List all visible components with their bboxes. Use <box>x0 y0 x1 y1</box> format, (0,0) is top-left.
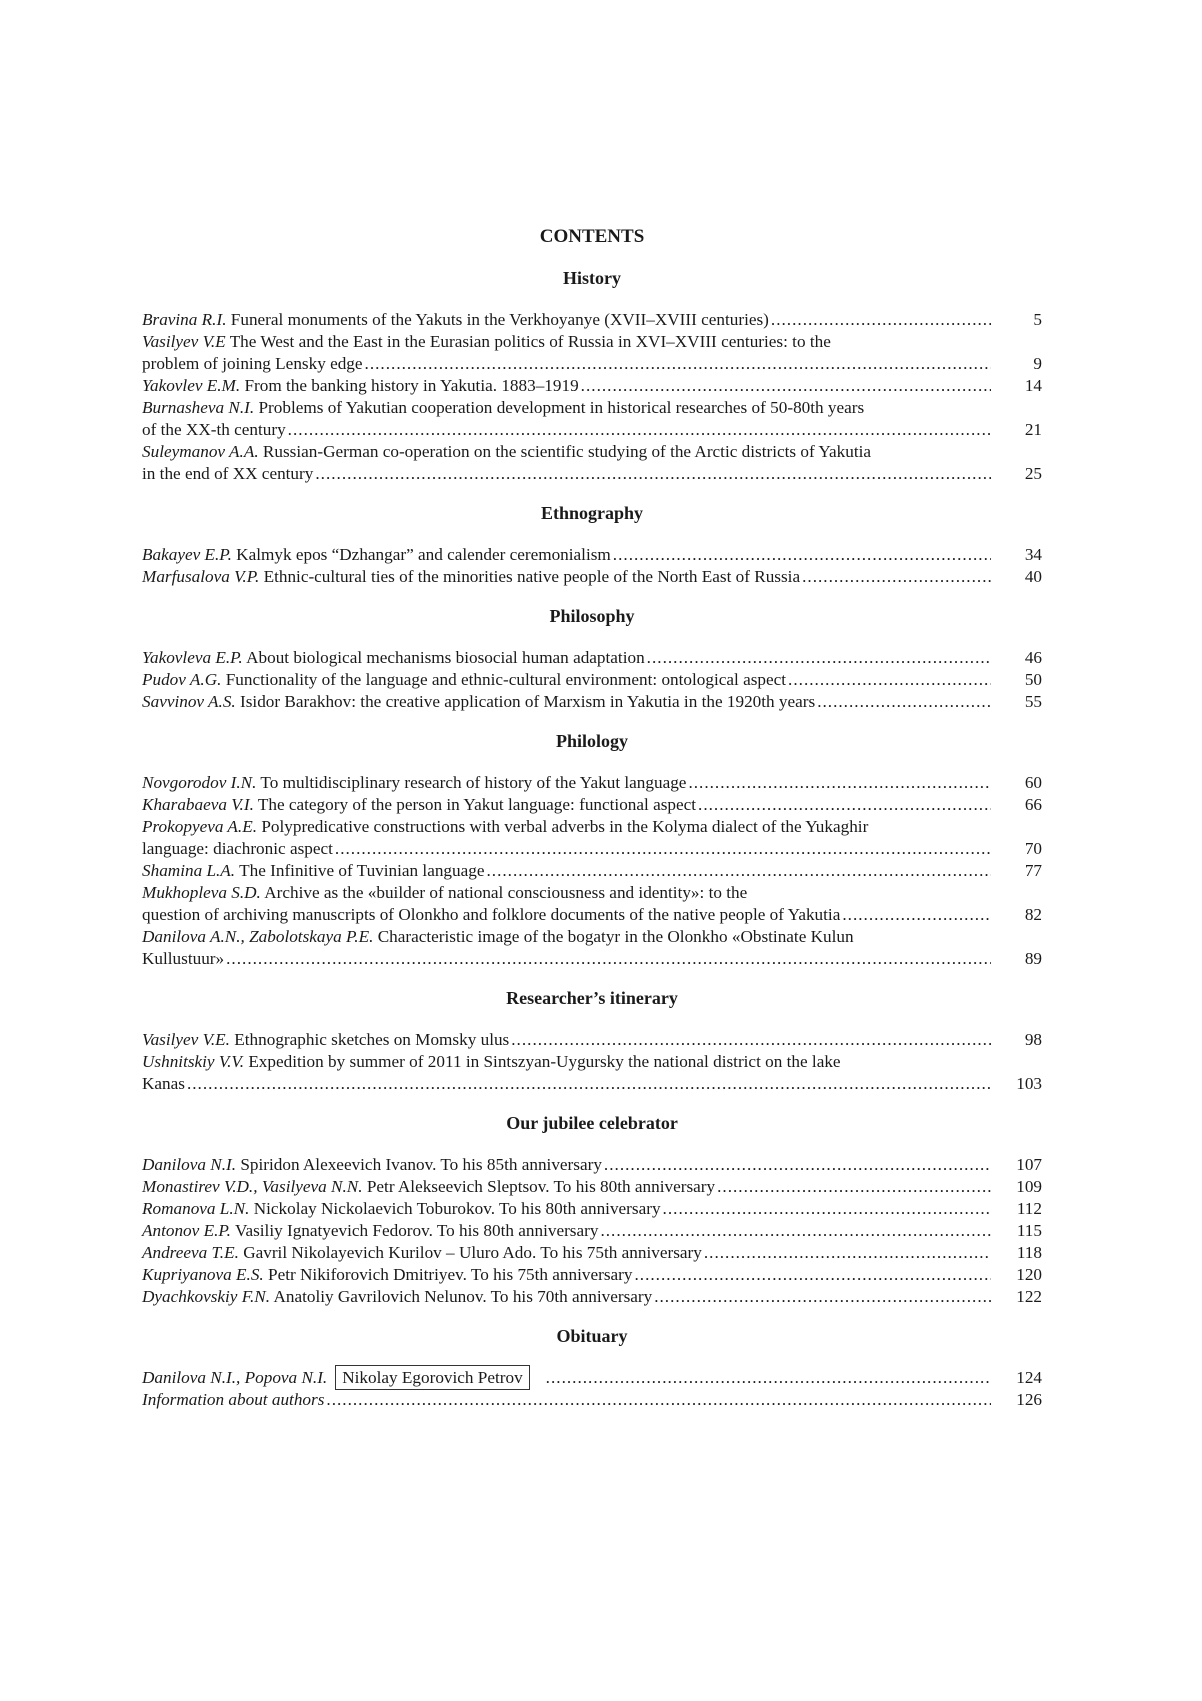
entry-author: Information about authors <box>142 1390 325 1409</box>
entry-author: Pudov A.G. <box>142 670 222 689</box>
leader-dots <box>315 463 991 485</box>
entry-author: Monastirev V.D., Vasilyeva N.N. <box>142 1177 363 1196</box>
toc-entry[interactable] <box>142 1220 1042 1242</box>
entry-author: Yakovleva E.P. <box>142 648 243 667</box>
entry-title: Vasiliy Ignatyevich Fedorov. To his 80th anniversary <box>234 1221 599 1240</box>
entry-author: Prokopyeva A.E. <box>142 817 258 836</box>
section-entries <box>142 309 1042 485</box>
entry-page-number: 109 <box>1016 1177 1042 1196</box>
leader-dots <box>704 1242 991 1264</box>
leader-dots <box>226 948 991 970</box>
leader-dots <box>771 309 991 331</box>
leader-dots <box>654 1286 991 1308</box>
entry-author: Antonov E.P. <box>142 1221 231 1240</box>
entry-page-number: 40 <box>1024 567 1042 586</box>
entry-author: Romanova L.N. <box>142 1199 250 1218</box>
entry-title: Ethnic-cultural ties of the minorities native people of the North East of Russia <box>263 567 801 586</box>
entry-title: Petr Nikiforovich Dmitriyev. To his 75th anniversary <box>268 1265 633 1284</box>
toc-entry[interactable] <box>142 1389 1042 1411</box>
entry-title: From the banking history in Yakutia. 1883–1919 <box>244 376 579 395</box>
toc-entry[interactable] <box>142 816 1042 860</box>
entry-title: Problems of Yakutian cooperation development in historical researches of 50-80th years <box>258 398 865 417</box>
leader-dots <box>326 1389 991 1411</box>
entry-page-number: 66 <box>1024 795 1042 814</box>
entry-page-number: 60 <box>1024 773 1042 792</box>
entry-title: Kanas <box>142 1074 185 1093</box>
entry-author: Savvinov A.S. <box>142 692 236 711</box>
entry-author: Bakayev E.P. <box>142 545 232 564</box>
section-title: Researcher’s itinerary <box>506 988 678 1008</box>
toc-entry[interactable] <box>142 397 1042 441</box>
entry-title: in the end of XX century <box>142 464 314 483</box>
section-title: Our jubilee celebrator <box>506 1113 678 1133</box>
leader-dots <box>187 1073 991 1095</box>
section-entries <box>142 1029 1042 1095</box>
entry-page-number: 14 <box>1024 376 1042 395</box>
leader-dots <box>788 669 991 691</box>
entry-title: Archive as the «builder of national consciousness and identity»: to the <box>264 883 748 902</box>
entry-page-number: 34 <box>1024 545 1042 564</box>
toc-entry[interactable] <box>142 1154 1042 1176</box>
toc-entry[interactable] <box>142 1176 1042 1198</box>
leader-dots <box>817 691 991 713</box>
entry-author: Mukhopleva S.D. <box>142 883 261 902</box>
toc-entry[interactable] <box>142 1264 1042 1286</box>
toc-entry[interactable] <box>142 1242 1042 1264</box>
leader-dots <box>842 904 991 926</box>
entry-title: The category of the person in Yakut language: functional aspect <box>257 795 697 814</box>
toc-entry[interactable] <box>142 441 1042 485</box>
entry-author: Yakovlev E.M. <box>142 376 241 395</box>
section-title: Ethnography <box>540 503 644 523</box>
entry-title: Spiridon Alexeevich Ivanov. To his 85th anniversary <box>240 1155 602 1174</box>
toc-entry[interactable] <box>142 772 1042 794</box>
entry-title: About biological mechanisms biosocial human adaptation <box>246 648 645 667</box>
toc-entry[interactable] <box>142 544 1042 566</box>
toc-entry[interactable] <box>142 860 1042 882</box>
entry-page-number: 98 <box>1024 1030 1042 1049</box>
entry-author: Danilova A.N., Zabolotskaya P.E. <box>142 927 374 946</box>
leader-dots <box>335 838 991 860</box>
toc-entry[interactable] <box>142 691 1042 713</box>
entry-title: Anatoliy Gavrilovich Nelunov. To his 70th anniversary <box>273 1287 653 1306</box>
entry-author: Andreeva T.E. <box>142 1243 239 1262</box>
toc-entry[interactable] <box>142 331 1042 375</box>
leader-dots <box>600 1220 991 1242</box>
entry-title: question of archiving manuscripts of Olonkho and folklore documents of the native people of Yakutia <box>142 905 841 924</box>
leader-dots <box>802 566 991 588</box>
toc-entry[interactable] <box>142 926 1042 970</box>
toc-entry[interactable] <box>142 1286 1042 1308</box>
entry-page-number: 124 <box>1016 1368 1042 1387</box>
leader-dots <box>698 794 991 816</box>
leader-dots <box>486 860 991 882</box>
entry-page-number: 120 <box>1016 1265 1042 1284</box>
entry-page-number: 118 <box>1016 1243 1042 1262</box>
entry-title: Characteristic image of the bogatyr in the Olonkho «Obstinate Kulun <box>377 927 854 946</box>
leader-dots <box>717 1176 991 1198</box>
entry-author: Danilova N.I. <box>142 1155 237 1174</box>
toc-entry[interactable] <box>142 1367 1042 1389</box>
section-title: History <box>563 268 621 288</box>
toc-entry[interactable] <box>142 309 1042 331</box>
entry-title: Ethnographic sketches on Momsky ulus <box>234 1030 510 1049</box>
leader-dots <box>634 1264 991 1286</box>
entry-title: To multidisciplinary research of history of the Yakut language <box>260 773 687 792</box>
entry-title: Kullustuur» <box>142 949 225 968</box>
entry-author: Suleymanov A.A. <box>142 442 259 461</box>
leader-dots <box>365 353 991 375</box>
entry-page-number: 82 <box>1024 905 1042 924</box>
entry-page-number: 122 <box>1016 1287 1042 1306</box>
leader-dots <box>511 1029 991 1051</box>
leader-dots <box>604 1154 991 1176</box>
entry-page-number: 77 <box>1024 861 1042 880</box>
entry-page-number: 103 <box>1016 1074 1042 1093</box>
entry-page-number: 9 <box>1033 354 1042 373</box>
entry-author: Burnasheva N.I. <box>142 398 255 417</box>
highlighted-title-box[interactable] <box>335 1365 529 1390</box>
toc-entry[interactable] <box>142 794 1042 816</box>
toc-entry[interactable] <box>142 1051 1042 1095</box>
section-entries <box>142 647 1042 713</box>
leader-dots <box>546 1367 991 1389</box>
leader-dots <box>613 544 991 566</box>
entry-author: Dyachkovskiy F.N. <box>142 1287 271 1306</box>
section-title: Philosophy <box>549 606 635 626</box>
section-entries <box>142 544 1042 588</box>
entry-page-number: 21 <box>1024 420 1042 439</box>
entry-author: Kharabaeva V.I. <box>142 795 254 814</box>
table-of-contents <box>142 268 1042 1411</box>
section-entries <box>142 1367 1042 1411</box>
entry-author: Marfusalova V.P. <box>142 567 260 586</box>
entry-author: Vasilyev V.E. <box>142 1030 230 1049</box>
entry-author: Ushnitskiy V.V. <box>142 1052 245 1071</box>
entry-page-number: 89 <box>1024 949 1042 968</box>
entry-title: Petr Alekseevich Sleptsov. To his 80th anniversary <box>366 1177 716 1196</box>
entry-page-number: 50 <box>1024 670 1042 689</box>
leader-dots <box>688 772 991 794</box>
leader-dots <box>288 419 991 441</box>
entry-title: Functionality of the language and ethnic-cultural environment: ontological aspect <box>225 670 787 689</box>
entry-title: of the XX-th century <box>142 420 286 439</box>
entry-author: Danilova N.I., Popova N.I. <box>142 1368 328 1387</box>
entry-title: The Infinitive of Tuvinian language <box>239 861 485 880</box>
toc-entry[interactable] <box>142 566 1042 588</box>
entry-page-number: 115 <box>1016 1221 1042 1240</box>
entry-title: Isidor Barakhov: the creative application of Marxism in Yakutia in the 1920th years <box>240 692 816 711</box>
section-entries <box>142 1154 1042 1308</box>
entry-title: language: diachronic aspect <box>142 839 333 858</box>
entry-title: Gavril Nikolayevich Kurilov – Uluro Ado. To his 75th anniversary <box>243 1243 702 1262</box>
entry-author: Bravina R.I. <box>142 310 227 329</box>
toc-entry[interactable] <box>142 882 1042 926</box>
entry-page-number: 70 <box>1024 839 1042 858</box>
leader-dots <box>647 647 991 669</box>
section-entries <box>142 772 1042 970</box>
entry-title: Kalmyk epos “Dzhangar” and calender ceremonialism <box>236 545 611 564</box>
entry-title: Expedition by summer of 2011 in Sintszyan-Uygursky the national district on the lake <box>248 1052 841 1071</box>
entry-page-number: 46 <box>1024 648 1042 667</box>
entry-page-number: 55 <box>1024 692 1042 711</box>
entry-author: Vasilyev V.E <box>142 332 226 351</box>
entry-page-number: 5 <box>1033 310 1042 329</box>
entry-title: Nikolay Egorovich Petrov <box>342 1368 523 1387</box>
entry-title: Funeral monuments of the Yakuts in the Verkhoyanye (XVII–XVIII centuries) <box>230 310 769 329</box>
entry-title: The West and the East in the Eurasian politics of Russia in XVI–XVIII centuries: to the <box>229 332 831 351</box>
entry-page-number: 126 <box>1016 1390 1042 1409</box>
entry-page-number: 107 <box>1016 1155 1042 1174</box>
entry-title: problem of joining Lensky edge <box>142 354 363 373</box>
entry-title: Nickolay Nickolaevich Toburokov. To his 80th anniversary <box>253 1199 661 1218</box>
toc-entry[interactable] <box>142 1029 1042 1051</box>
entry-author: Kupriyanova E.S. <box>142 1265 264 1284</box>
entry-page-number: 25 <box>1024 464 1042 483</box>
entry-author: Novgorodov I.N. <box>142 773 257 792</box>
leader-dots <box>663 1198 991 1220</box>
contents-page <box>142 226 1042 1411</box>
entry-page-number: 112 <box>1016 1199 1042 1218</box>
toc-entry[interactable] <box>142 1198 1042 1220</box>
toc-entry[interactable] <box>142 669 1042 691</box>
toc-entry[interactable] <box>142 375 1042 397</box>
entry-author: Shamina L.A. <box>142 861 236 880</box>
contents-heading: CONTENTS <box>539 226 645 247</box>
entry-title: Polypredicative constructions with verbal adverbs in the Kolyma dialect of the Yukaghir <box>261 817 869 836</box>
section-title: Obituary <box>556 1326 628 1346</box>
section-title: Philology <box>555 731 628 751</box>
leader-dots <box>581 375 991 397</box>
entry-title: Russian-German co-operation on the scientific studying of the Arctic districts of Yakutia <box>262 442 872 461</box>
toc-entry[interactable] <box>142 647 1042 669</box>
